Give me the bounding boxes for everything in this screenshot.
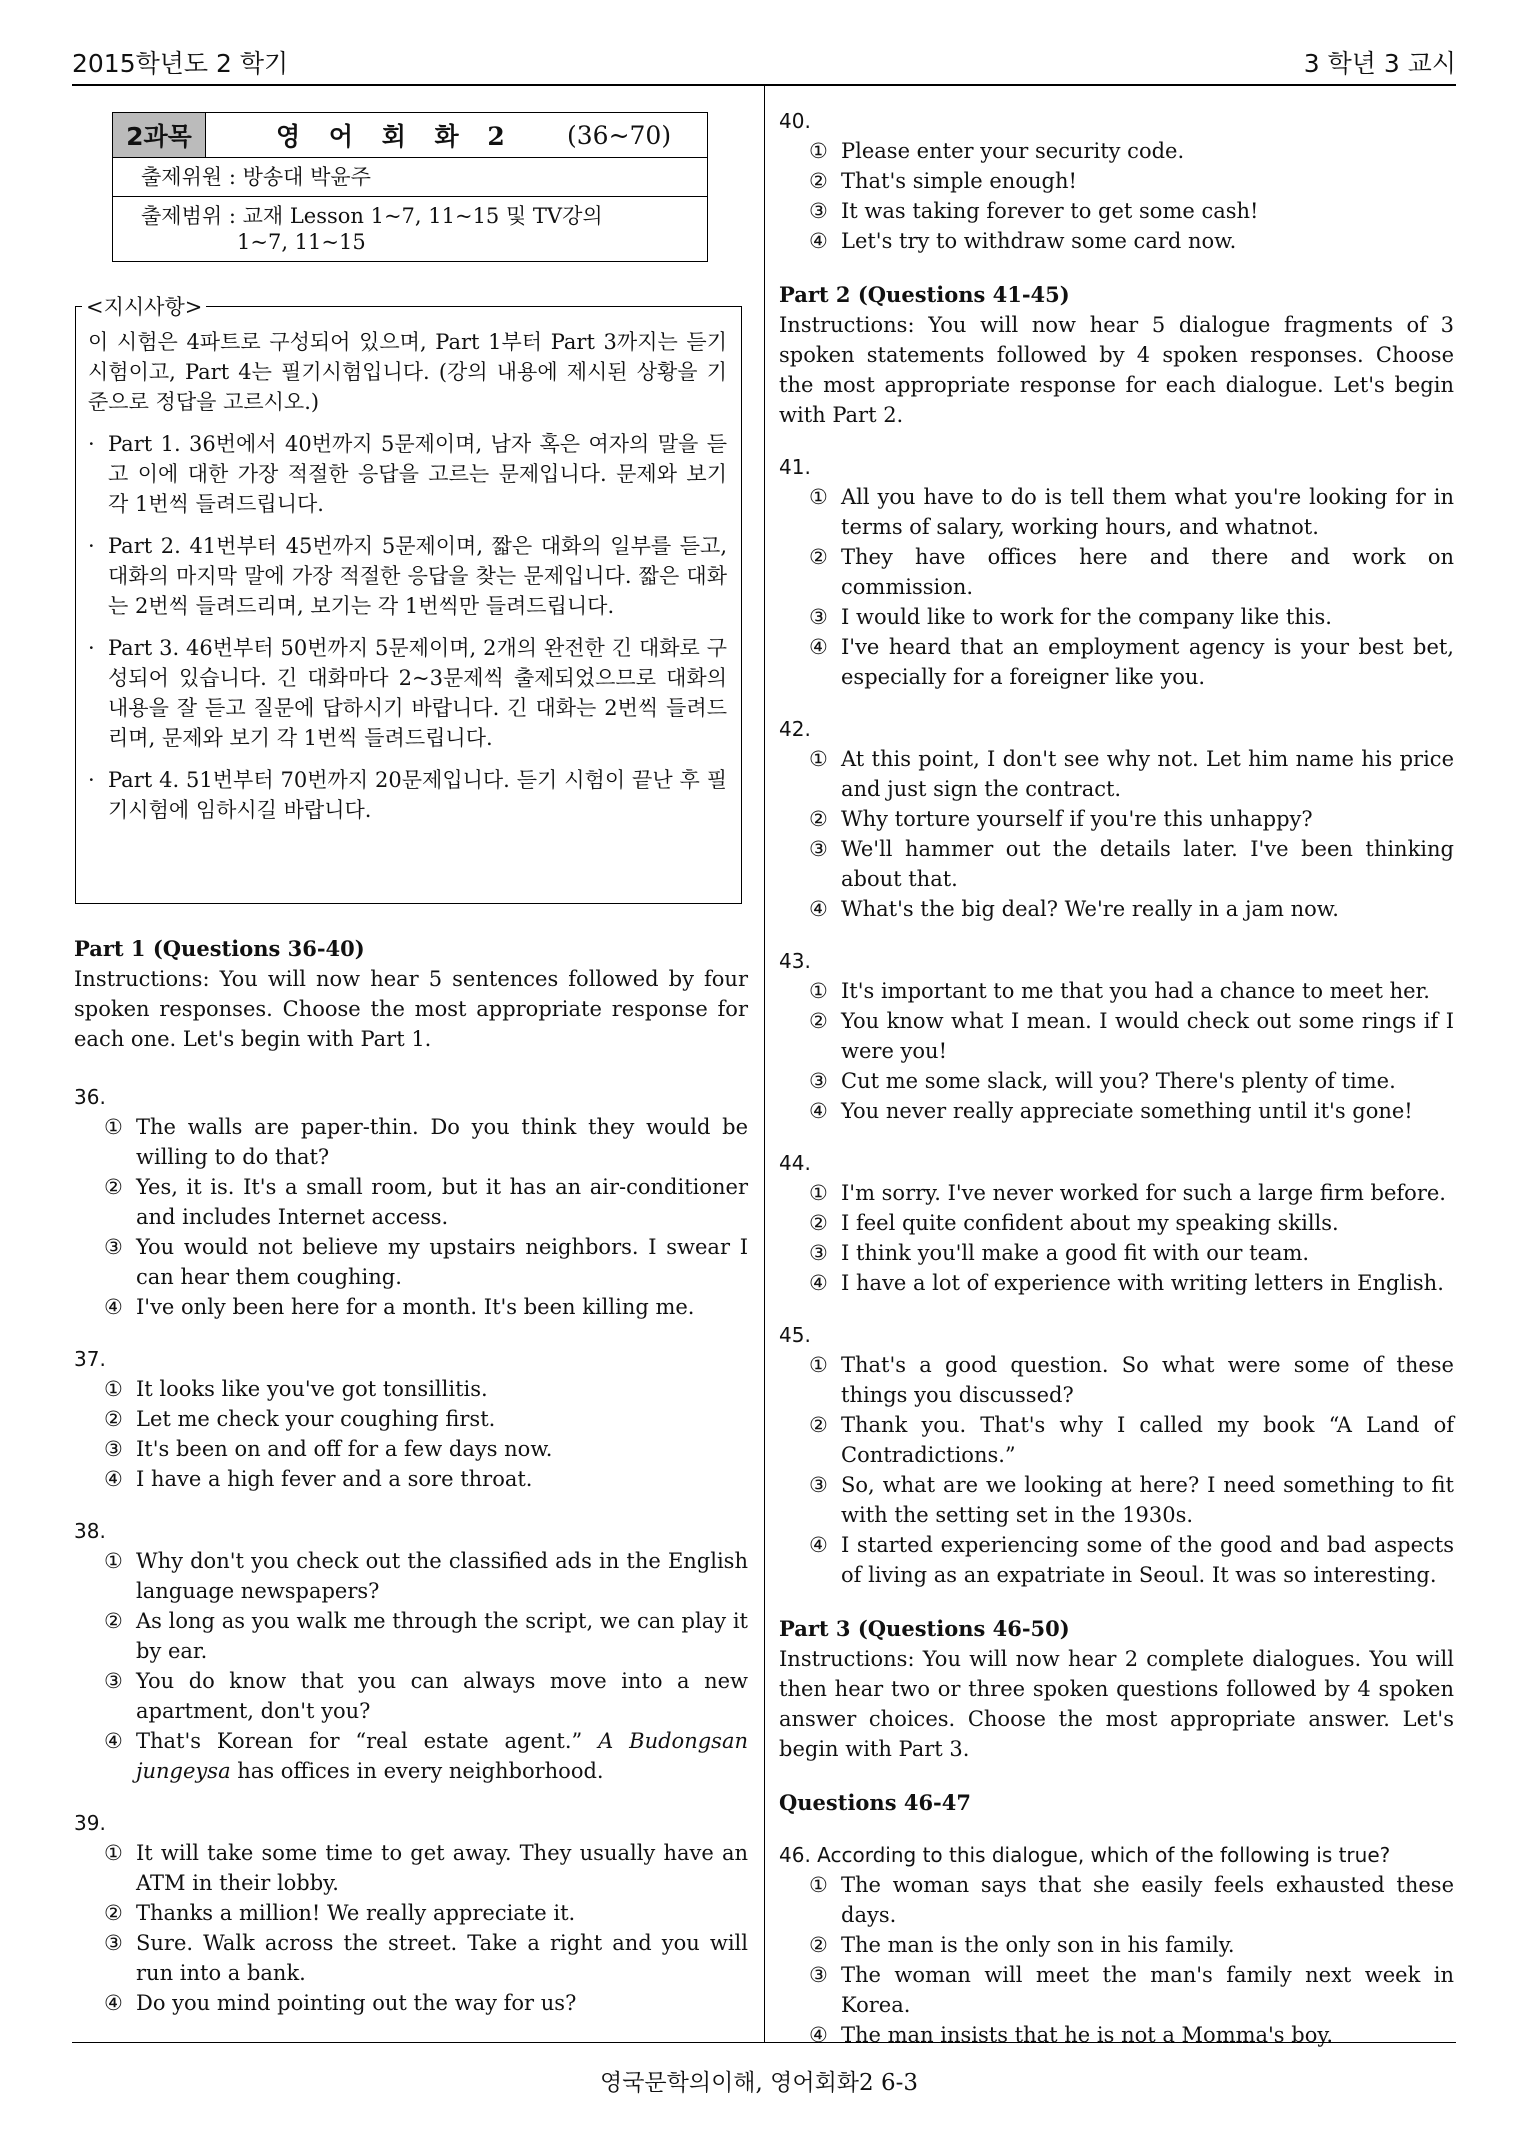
bullet: · [88, 432, 95, 456]
option-text: The man is the only son in his family. [841, 1933, 1235, 1957]
question-number: 40. [779, 109, 811, 133]
subject-box [112, 112, 708, 262]
option-text: It was taking forever to get some cash! [841, 199, 1259, 223]
question-stem: 46. According to this dialogue, which of the following is true? [779, 1843, 1391, 1867]
question-number: 44. [779, 1151, 811, 1175]
answer-option[interactable] [104, 1464, 748, 1494]
answer-option[interactable] [104, 1988, 748, 2018]
answer-option[interactable] [809, 136, 1454, 166]
answer-option[interactable] [104, 1606, 748, 1666]
option-mark: ② [809, 1933, 828, 1957]
option-text: At this point, I don't see why not. Let him name his price and just sign the contract. [841, 747, 1454, 801]
answer-option[interactable] [104, 1434, 748, 1464]
option-mark: ② [104, 1609, 123, 1633]
option-text-italic: A Budongsan jungeysa [136, 1729, 748, 1783]
question-42 [779, 714, 1454, 924]
option-mark: ④ [104, 1295, 123, 1319]
answer-option[interactable] [104, 1292, 748, 1322]
answer-option[interactable] [104, 1546, 748, 1606]
instructions-title: <지시사항> [82, 291, 206, 321]
option-text: It's important to me that you had a chance to meet her. [841, 979, 1430, 1003]
option-text: You do know that you can always move into a new apartment, don't you? [136, 1669, 748, 1723]
option-mark: ③ [104, 1437, 123, 1461]
answer-option[interactable] [809, 1960, 1454, 2020]
answer-option[interactable] [104, 1172, 748, 1232]
option-text: The walls are paper-thin. Do you think they would be willing to do that? [136, 1115, 748, 1169]
option-mark: ① [104, 1549, 123, 1573]
option-mark: ② [809, 1211, 828, 1235]
part1-instructions: Instructions: You will now hear 5 sentences followed by four spoken responses. Choose the most appropriate response for each one. Let's begin with Part 1. [74, 967, 748, 1051]
option-text: It will take some time to get away. They usually have an ATM in their lobby. [136, 1841, 748, 1895]
option-mark: ① [809, 485, 828, 509]
option-text: I have a lot of experience with writing letters in English. [841, 1271, 1444, 1295]
option-text [136, 1726, 748, 1786]
header-term: 2015학년도 2 학기 [72, 49, 289, 78]
subject-code: 2과목 [113, 113, 206, 157]
instructions-item-text: Part 4. 51번부터 70번까지 20문제입니다. 듣기 시험이 끝난 후 필기시험에 임하시길 바랍니다. [108, 768, 727, 822]
option-mark: ④ [809, 1533, 828, 1557]
question-36 [74, 1082, 748, 1322]
option-text: Please enter your security code. [841, 139, 1185, 163]
answer-option[interactable] [104, 1374, 748, 1404]
right-column [779, 106, 1454, 2050]
page-footer: 영국문학의이해, 영어회화2 6-3 [599, 2070, 918, 2096]
answer-option[interactable] [104, 1112, 748, 1172]
option-text: The man insists that he is not a Momma's boy. [841, 2023, 1334, 2047]
answer-option[interactable] [809, 196, 1454, 226]
option-text: As long as you walk me through the script, we can play it by ear. [136, 1609, 748, 1663]
option-mark: ④ [809, 635, 828, 659]
option-mark: ④ [809, 897, 828, 921]
option-text: You never really appreciate something until it's gone! [841, 1099, 1413, 1123]
answer-option[interactable] [104, 1898, 748, 1928]
option-text: It's been on and off for a few days now. [136, 1437, 553, 1461]
option-mark: ④ [104, 1991, 123, 2015]
answer-option[interactable] [104, 1232, 748, 1292]
answer-option[interactable] [104, 1666, 748, 1726]
subject-scope-line2: 1~7, 11~15 [237, 230, 366, 254]
option-text: I started experiencing some of the good and bad aspects of living as an expatriate in Seoul. It was so interesting. [841, 1533, 1454, 1587]
option-mark: ② [809, 807, 828, 831]
answer-option[interactable] [809, 1208, 1454, 1238]
option-mark: ① [104, 1115, 123, 1139]
option-mark: ① [104, 1377, 123, 1401]
answer-option[interactable] [809, 804, 1454, 834]
answer-option[interactable] [809, 1930, 1454, 1960]
instructions-item [88, 429, 727, 519]
answer-option[interactable] [809, 1268, 1454, 1298]
option-text: I think you'll make a good fit with our team. [841, 1241, 1310, 1265]
option-text-part: has offices in every neighborhood. [230, 1759, 604, 1783]
instructions-item [88, 633, 727, 753]
option-text: So, what are we looking at here? I need something to fit with the setting set in the 1930s. [841, 1473, 1454, 1527]
option-text: The woman says that she easily feels exhausted these days. [841, 1873, 1454, 1927]
option-mark: ① [809, 1873, 828, 1897]
option-text: It looks like you've got tonsillitis. [136, 1377, 488, 1401]
option-text-part: That's Korean for “real estate agent.” [136, 1729, 599, 1753]
answer-option[interactable] [809, 894, 1454, 924]
option-mark: ① [809, 979, 828, 1003]
option-text: You know what I mean. I would check out some rings if I were you! [841, 1009, 1454, 1063]
question-number: 37. [74, 1347, 106, 1371]
part2-heading: Part 2 (Questions 41-45) [779, 282, 1070, 307]
instructions-item-text: Part 2. 41번부터 45번까지 5문제이며, 짧은 대화의 일부를 듣고, 대화의 마지막 말에 가장 적절한 응답을 찾는 문제입니다. 짧은 대화는 2번씩 들려드리며, 보기는 각 1번씩만 들려드립니다. [108, 534, 727, 618]
option-text: What's the big deal? We're really in a jam now. [841, 897, 1339, 921]
answer-option[interactable] [809, 1178, 1454, 1208]
option-text: All you have to do is tell them what you're looking for in terms of salary, working hours, and whatnot. [841, 485, 1454, 539]
option-mark: ③ [809, 1241, 828, 1265]
option-text: Why don't you check out the classified ads in the English language newspapers? [136, 1549, 748, 1603]
option-mark: ② [104, 1407, 123, 1431]
option-mark: ③ [809, 199, 828, 223]
answer-option[interactable] [809, 1410, 1454, 1470]
answer-option[interactable] [809, 1530, 1454, 1590]
left-column [74, 934, 748, 2018]
subject-title: 영 어 회 화 2 [276, 122, 515, 151]
bottom-rule [72, 2042, 1456, 2043]
part2-instructions: Instructions: You will now hear 5 dialogue fragments of 3 spoken statements followed by 4 spoken responses. Choose the most appropriate response for each dialogue. Let's begin with Part 2. [779, 313, 1454, 427]
part3-heading: Part 3 (Questions 46-50) [779, 1616, 1070, 1641]
answer-option[interactable] [809, 744, 1454, 804]
instructions-item [88, 765, 727, 825]
answer-option[interactable] [104, 1404, 748, 1434]
instructions-box [75, 295, 742, 904]
column-divider [764, 84, 765, 2042]
option-text: Do you mind pointing out the way for us? [136, 1991, 577, 2015]
option-mark: ④ [104, 1729, 123, 1753]
option-mark: ③ [104, 1931, 123, 1955]
question-38 [74, 1516, 748, 1786]
answer-option[interactable] [104, 1838, 748, 1898]
option-text: Thank you. That's why I called my book “A Land of Contradictions.” [841, 1413, 1454, 1467]
option-mark: ② [104, 1901, 123, 1925]
question-number: 43. [779, 949, 811, 973]
subject-authors: 출제위원 : 방송대 박윤주 [113, 158, 707, 197]
option-text: They have offices here and there and work on commission. [841, 545, 1454, 599]
question-45 [779, 1320, 1454, 1590]
question-number: 45. [779, 1323, 811, 1347]
option-mark: ③ [809, 605, 828, 629]
answer-option[interactable] [809, 1066, 1454, 1096]
part1-heading: Part 1 (Questions 36-40) [74, 936, 365, 961]
answer-option[interactable] [809, 1238, 1454, 1268]
option-text: I've only been here for a month. It's been killing me. [136, 1295, 695, 1319]
answer-option[interactable] [809, 1006, 1454, 1066]
option-text: The woman will meet the man's family next week in Korea. [841, 1963, 1454, 2017]
option-text: Let's try to withdraw some card now. [841, 229, 1237, 253]
question-number: 39. [74, 1811, 106, 1835]
answer-option[interactable] [809, 226, 1454, 256]
subject-range: (36~70) [567, 120, 672, 150]
option-mark: ④ [809, 229, 828, 253]
question-41 [779, 452, 1454, 692]
option-mark: ③ [104, 1669, 123, 1693]
subject-scope [113, 197, 707, 261]
answer-option[interactable] [104, 1726, 748, 1786]
option-mark: ① [809, 139, 828, 163]
option-text: Let me check your coughing first. [136, 1407, 496, 1431]
option-mark: ④ [104, 1467, 123, 1491]
option-mark: ② [104, 1175, 123, 1199]
option-mark: ③ [809, 1069, 828, 1093]
answer-option[interactable] [809, 2020, 1454, 2050]
bullet: · [88, 636, 95, 660]
bullet: · [88, 534, 95, 558]
option-text: Yes, it is. It's a small room, but it has an air-conditioner and includes Internet access. [136, 1175, 748, 1229]
option-mark: ① [104, 1841, 123, 1865]
option-mark: ③ [104, 1235, 123, 1259]
option-mark: ① [809, 1181, 828, 1205]
answer-option[interactable] [809, 632, 1454, 692]
answer-option[interactable] [809, 1870, 1454, 1930]
option-text: We'll hammer out the details later. I've been thinking about that. [841, 837, 1454, 891]
answer-option[interactable] [809, 834, 1454, 894]
part3-subheading: Questions 46-47 [779, 1790, 971, 1815]
instructions-intro: 이 시험은 4파트로 구성되어 있으며, Part 1부터 Part 3까지는 듣기시험이고, Part 4는 필기시험입니다. (강의 내용에 제시된 상황을 기준으로 정답을 고르시오.) [88, 330, 727, 414]
option-text: I have a high fever and a sore throat. [136, 1467, 533, 1491]
option-text: I've heard that an employment agency is your best bet, especially for a foreigner like you. [841, 635, 1454, 689]
header-grade-period: 3 학년 3 교시 [1303, 49, 1456, 78]
option-text: Thanks a million! We really appreciate it. [136, 1901, 576, 1925]
question-number: 36. [74, 1085, 106, 1109]
question-number: 42. [779, 717, 811, 741]
option-text: Sure. Walk across the street. Take a right and you will run into a bank. [136, 1931, 748, 1985]
instructions-item-text: Part 3. 46번부터 50번까지 5문제이며, 2개의 완전한 긴 대화로 구성되어 있습니다. 긴 대화마다 2~3문제씩 출제되었으므로 대화의 내용을 잘 듣고 질문에 답하시기 바랍니다. 긴 대화는 2번씩 들려드리며, 문제와 보기 각 1번씩 들려드립니다. [108, 636, 727, 750]
answer-option[interactable] [809, 542, 1454, 602]
option-mark: ④ [809, 2023, 828, 2047]
question-37 [74, 1344, 748, 1494]
option-text: That's simple enough! [841, 169, 1077, 193]
option-mark: ④ [809, 1099, 828, 1123]
option-mark: ① [809, 1353, 828, 1377]
option-mark: ③ [809, 837, 828, 861]
question-number: 38. [74, 1519, 106, 1543]
option-text: That's a good question. So what were some of these things you discussed? [841, 1353, 1454, 1407]
option-mark: ③ [809, 1963, 828, 1987]
subject-scope-line1: 출제범위 : 교재 Lesson 1~7, 11~15 및 TV강의 [141, 204, 603, 228]
answer-option[interactable] [809, 1350, 1454, 1410]
instructions-item [88, 531, 727, 621]
option-mark: ④ [809, 1271, 828, 1295]
question-40 [779, 106, 1454, 256]
question-44 [779, 1148, 1454, 1298]
answer-option[interactable] [809, 1096, 1454, 1126]
option-mark: ② [809, 1413, 828, 1437]
question-39 [74, 1808, 748, 2018]
instructions-item-text: Part 1. 36번에서 40번까지 5문제이며, 남자 혹은 여자의 말을 듣고 이에 대한 가장 적절한 응답을 고르는 문제입니다. 문제와 보기 각 1번씩 들려드립니다. [108, 432, 727, 516]
option-text: Cut me some slack, will you? There's plenty of time. [841, 1069, 1396, 1093]
answer-option[interactable] [809, 976, 1454, 1006]
part3-instructions: Instructions: You will now hear 2 complete dialogues. You will then hear two or three spoken questions followed by 4 spoken answer choices. Choose the most appropriate answer. Let's begin with Part 3. [779, 1647, 1454, 1761]
option-mark: ② [809, 1009, 828, 1033]
option-text: You would not believe my upstairs neighbors. I swear I can hear them coughing. [136, 1235, 748, 1289]
option-text: I would like to work for the company like this. [841, 605, 1332, 629]
answer-option[interactable] [809, 602, 1454, 632]
question-46 [779, 1840, 1454, 2050]
option-mark: ③ [809, 1473, 828, 1497]
option-mark: ① [809, 747, 828, 771]
answer-option[interactable] [809, 482, 1454, 542]
answer-option[interactable] [104, 1928, 748, 1988]
option-text: I feel quite confident about my speaking skills. [841, 1211, 1339, 1235]
option-mark: ② [809, 169, 828, 193]
answer-option[interactable] [809, 166, 1454, 196]
option-mark: ② [809, 545, 828, 569]
option-text: I'm sorry. I've never worked for such a large firm before. [841, 1181, 1446, 1205]
question-43 [779, 946, 1454, 1126]
answer-option[interactable] [809, 1470, 1454, 1530]
bullet: · [88, 768, 95, 792]
question-number: 41. [779, 455, 811, 479]
option-text: Why torture yourself if you're this unhappy? [841, 807, 1313, 831]
